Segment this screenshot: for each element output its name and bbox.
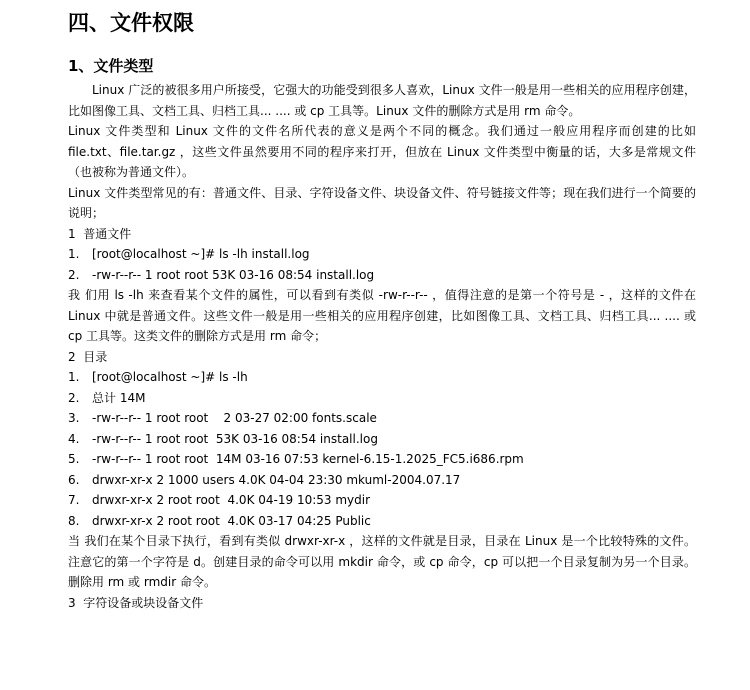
- paragraph-regular-file: 我 们用 ls -lh 来查看某个文件的属性，可以看到有类似 -rw-r--r-- ，值得注意的是第一个符号是 - ，这样的文件在 Linux 中就是普通文件。这些文件一般是用一些相关的应用程序创建，比如图像工具、文档工具、归档工具... .... 或 cp 工具等。这类文件的删除方式是用 rm 命令；: [68, 288, 696, 343]
- code-line: 5. -rw-r--r-- 1 root root 14M 03-16 07:53 kernel-6.15-1.2025_FC5.i686.rpm: [68, 452, 524, 466]
- subsection-directory: 2 目录: [68, 349, 108, 364]
- code-line: 6. drwxr-xr-x 2 1000 users 4.0K 04-04 23:30 mkuml-2004.07.17: [68, 472, 461, 487]
- code-line: 2. -rw-r--r-- 1 root root 53K 03-16 08:54 install.log: [68, 267, 375, 282]
- subsection-heading: 1、文件类型: [68, 57, 154, 75]
- code-block-regular: [68, 244, 696, 285]
- code-line: 4. -rw-r--r-- 1 root root 53K 03-16 08:54 install.log: [68, 431, 378, 446]
- code-line: 3. -rw-r--r-- 1 root root 2 03-27 02:00 fonts.scale: [68, 411, 377, 425]
- document-body: [68, 80, 696, 613]
- code-line: 1. [root@localhost ~]# ls -lh: [68, 370, 248, 384]
- paragraph-intro: Linux 广泛的被很多用户所接受，它强大的功能受到很多人喜欢，Linux 文件一般是用一些相关的应用程序创建，比如图像工具、文档工具、归档工具... .... 或 cp 工具等。Linux 文件的删除方式是用 rm 命令。: [68, 83, 696, 118]
- subsection-regular-file: 1 普通文件: [68, 226, 132, 241]
- code-line: 8. drwxr-xr-x 2 root root 4.0K 03-17 04:25 Public: [68, 513, 371, 528]
- code-line: 2. 总计 14M: [68, 390, 146, 405]
- subsection-device-file: 3 字符设备或块设备文件: [68, 595, 204, 610]
- paragraph-file-type-list: Linux 文件类型常见的有：普通文件、目录、字符设备文件、块设备文件、符号链接文件等；现在我们进行一个简要的说明；: [68, 185, 696, 220]
- code-block-directory: [68, 367, 696, 531]
- paragraph-file-type-concept: Linux 文件类型和 Linux 文件的文件名所代表的意义是两个不同的概念。我们通过一般应用程序而创建的比如 file.txt、file.tar.gz ，这些文件虽然要用不同的程序来打开，但放在 Linux 文件类型中衡量的话，大多是常规文件（也被称为普通文件）。: [68, 124, 696, 179]
- code-line: 1. [root@localhost ~]# ls -lh install.log: [68, 247, 310, 261]
- code-line: 7. drwxr-xr-x 2 root root 4.0K 04-19 10:53 mydir: [68, 493, 371, 507]
- section-heading: 四、文件权限: [68, 11, 194, 35]
- paragraph-directory: 当 我们在某个目录下执行，看到有类似 drwxr-xr-x ，这样的文件就是目录，目录在 Linux 是一个比较特殊的文件。注意它的第一个字符是 d。创建目录的命令可以用 mkdir 命令，或 cp 命令，cp 可以把一个目录复制为另一个目录。删除用 rm 或 rmdir 命令。: [68, 534, 696, 589]
